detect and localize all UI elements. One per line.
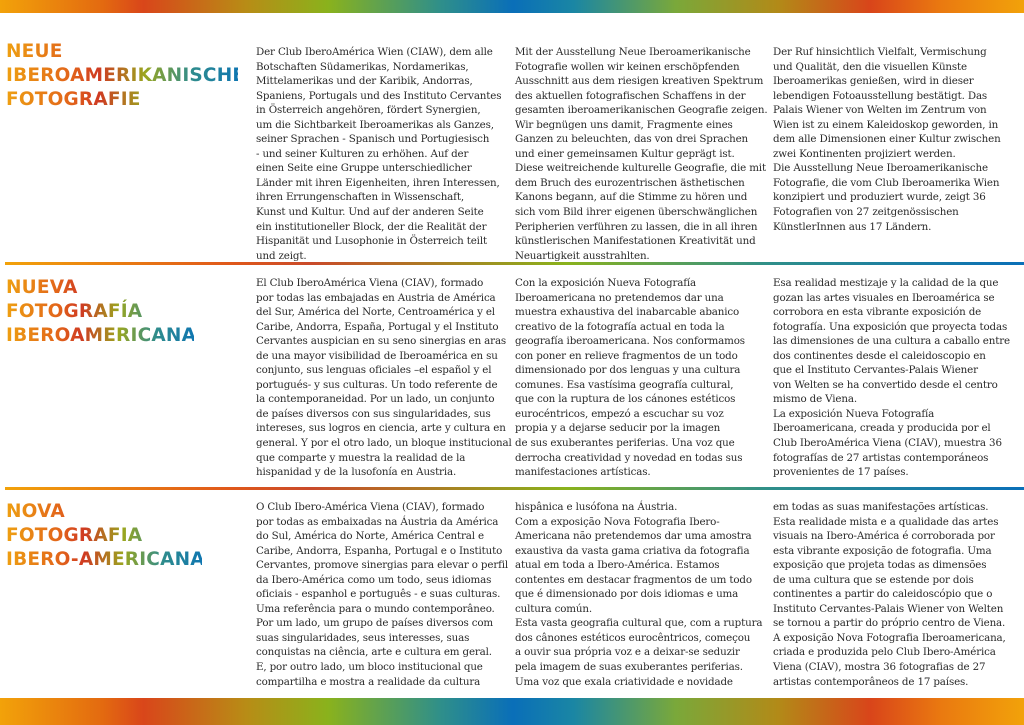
text-line: Die Ausstellung Neue Iberoamerikanische <box>773 162 988 175</box>
title-line: FOTOGRAFÍA <box>6 301 143 322</box>
spanish-column-3 <box>773 276 1023 480</box>
text-line: seiner Sprachen - Spanisch und Portugiesisch <box>256 133 490 146</box>
text-line: corrobora en esta vibrante exposición de <box>773 306 982 319</box>
text-line: A exposição Nova Fotografia Iberoamericana, <box>773 631 1006 644</box>
text-line: Esa realidad mestizaje y la calidad de la que <box>773 277 999 289</box>
text-line: Ganzen zu beleuchten, das von drei Sprachen <box>515 133 749 146</box>
text-line: propia y a dejarse seducir por la imagen <box>515 422 721 435</box>
text-line: um die Sichtbarkeit Iberoamerikas als Ganzes, <box>256 118 494 131</box>
text-line: hispânica e lusófona na Áustria. <box>515 501 678 513</box>
text-line: gesamten iberoamerikanischen Geografie zeigen. <box>515 104 768 117</box>
text-line: general. Y por el otro lado, un bloque institucional <box>256 437 512 450</box>
text-line: que con la ruptura de los cánones estéticos <box>515 393 736 406</box>
text-line: Wien ist zu einem Kaleidoskop geworden, in <box>773 118 999 131</box>
text-line: Caribe, Andorra, España, Portugal y el Instituto <box>256 320 499 333</box>
text-line: Der Ruf hinsichtlich Vielfalt, Vermischung <box>773 46 987 58</box>
german-column-3 <box>773 45 1023 234</box>
text-line: O Club Ibero-América Viena (CIAV), formado <box>256 501 485 513</box>
text-line: Esta realidade mista e a qualidade das artes <box>773 515 999 528</box>
text-line: visuais na Ibero-América é corroborada por <box>773 530 995 543</box>
text-line: Iberoamericana, creada y producida por el <box>773 422 991 435</box>
text-line: E, por outro lado, um bloco institucional que <box>256 661 483 674</box>
text-line: Diese weitreichende kulturelle Geografie, die mit <box>515 162 766 175</box>
text-line: criada e produzida pelo Club Ibero-América <box>773 646 996 659</box>
text-line: und Qualität, den die visuellen Künste <box>773 60 967 73</box>
title-line: NEUE <box>6 41 63 62</box>
text-line: Club IberoAmérica Viena (CIAV), muestra 36 <box>773 437 1002 450</box>
title-line: IBEROAMERICANA <box>6 325 197 346</box>
text-line: Der Club IberoAmérica Wien (CIAW), dem alle <box>256 46 493 58</box>
text-line: Caribe, Andorra, Espanha, Portugal e o Instituto <box>256 544 503 557</box>
title-line: FOTOGRAFIA <box>6 525 143 546</box>
text-line: dos cânones estéticos eurocêntricos, começou <box>515 631 751 644</box>
portuguese-column-2 <box>515 500 765 689</box>
text-line: pela imagem de suas exuberantes periferias. <box>515 661 743 674</box>
text-line: intereses, sus logros en ciencia, arte y cultura en <box>256 422 506 435</box>
text-line: Palais Wiener von Welten im Zentrum von <box>773 104 987 117</box>
text-line: continentes a partir do caleidoscópio que o <box>773 588 993 601</box>
text-line: Kunst und Kultur. Und auf der anderen Seite <box>256 206 484 219</box>
german-column-1 <box>256 45 506 263</box>
text-line: Con la exposición Nueva Fotografía <box>515 277 696 289</box>
text-line: Mit der Ausstellung Neue Iberoamerikanische <box>515 46 751 58</box>
title-line: IBEROAMERIKANISCHE <box>6 65 246 86</box>
text-line: de una mayor visibilidad de Iberoamérica en su <box>256 349 498 362</box>
text-line: que é dimensionado por dois idiomas e uma <box>515 588 739 601</box>
text-line: fotografía. Una exposición que proyecta todas <box>773 320 1008 333</box>
text-line: por todas las embajadas en Austria de América <box>256 291 496 304</box>
text-line: de uma cultura que se estende por dois <box>773 573 974 586</box>
text-line: und zeigt. <box>256 249 307 262</box>
text-line: Com a exposição Nova Fotografia Ibero- <box>515 515 720 528</box>
text-line: Fotografie, die vom Club Iberoamerika Wien <box>773 176 1000 189</box>
text-line: Uma referência para o mundo contemporâneo. <box>256 602 495 615</box>
text-line: las dimensiones de una cultura a caballo entre <box>773 335 1010 348</box>
text-line: ein institutioneller Block, der die Realität der <box>256 220 487 233</box>
text-line: Americana não pretendemos dar uma amostra <box>515 530 752 543</box>
section-title-portuguese <box>6 500 205 572</box>
title-line: IBERO-AMERICANA <box>6 549 205 570</box>
text-line: compartilha e mostra a realidade da cultura <box>256 675 481 688</box>
text-line: se tornou a partir do próprio centro de Viena. <box>773 617 1006 630</box>
text-line: lebendigen Fotoausstellung bestätigt. Das <box>773 89 988 102</box>
spanish-column-2 <box>515 276 765 480</box>
text-line: künstlerischen Manifestationen Kreativität und <box>515 235 756 248</box>
text-line: que comparte y muestra la realidad de la <box>256 451 466 464</box>
text-line: manifestaciones artísticas. <box>515 466 651 479</box>
text-line: em todas as suas manifestações artísticas. <box>773 501 989 513</box>
text-line: Mittelamerikas und der Karibik, Andorras, <box>256 75 473 88</box>
text-line: Por um lado, um grupo de países diversos com <box>256 617 494 630</box>
text-line: suas singularidades, seus interesses, suas <box>256 631 470 644</box>
text-line: exposição que projeta todas as dimensões <box>773 559 987 572</box>
text-line: a ouvir sua própria voz e a deixar-se seduzir <box>515 646 740 659</box>
text-line: Cervantes, promove sinergias para elevar o perfil <box>256 559 509 572</box>
text-line: Fotografie wollen wir keinen erschöpfenden <box>515 60 740 73</box>
text-line: provenientes de 17 países. <box>773 466 909 479</box>
text-line: mismo de Viena. <box>773 393 857 406</box>
text-line: gozan las artes visuales en Iberoamérica se <box>773 291 995 304</box>
text-line: oficiais - espanhol e português - e suas culturas. <box>256 588 501 601</box>
text-line: de países diversos con sus singularidades, sus <box>256 407 491 420</box>
german-column-2 <box>515 45 768 263</box>
title-line: FOTOGRAFIE <box>6 89 141 110</box>
text-line: Spaniens, Portugals und des Instituto Cervantes <box>256 89 502 102</box>
text-line: in Österreich angehören, fördert Synergien, <box>256 104 481 117</box>
text-line: artistas contemporâneos de 17 países. <box>773 675 969 688</box>
portuguese-column-3 <box>773 500 1023 689</box>
text-line: KünstlerInnen aus 17 Ländern. <box>773 220 932 233</box>
section-title-spanish <box>6 276 197 348</box>
text-line: Hispanität und Lusophonie in Österreich teilt <box>256 235 487 248</box>
text-line: sich vom Bild ihrer eigenen überschwänglichen <box>515 206 758 219</box>
text-line: muestra exhaustiva del inabarcable abanico <box>515 306 740 319</box>
text-line: la contemporaneidad. Por un lado, un conjunto <box>256 393 495 406</box>
text-line: portugués- y sus culturas. Un todo referente de <box>256 378 498 391</box>
text-line: Wir begnügen uns damit, Fragmente eines <box>515 118 733 131</box>
section-divider <box>5 262 1024 265</box>
text-line: konzipiert und produziert wurde, zeigt 36 <box>773 191 986 204</box>
text-line: geografía iberoamericana. Nos conformamos <box>515 335 745 348</box>
text-line: Esta vasta geografia cultural que, com a ruptura <box>515 617 763 630</box>
text-line: cultura común. <box>515 602 592 615</box>
bottom-gradient-bar <box>0 698 1024 725</box>
text-line: des aktuellen fotografischen Schaffens in der <box>515 89 746 102</box>
text-line: von Welten se ha convertido desde el centro <box>773 378 998 391</box>
text-line: dimensionado por dos lenguas y una cultura <box>515 364 741 377</box>
text-line: Iberoamerikas genießen, wird in dieser <box>773 75 974 88</box>
text-line: Iberoamericana no pretendemos dar una <box>515 291 724 304</box>
title-line: NOVA <box>6 501 65 522</box>
top-gradient-bar <box>0 0 1024 13</box>
text-line: atual em toda a Ibero-América. Estamos <box>515 559 720 572</box>
text-line: creativo de la fotografía actual en toda la <box>515 320 725 333</box>
text-line: por todas as embaixadas na Áustria da América <box>256 515 499 528</box>
spanish-column-1 <box>256 276 512 480</box>
text-line: derrocha creatividad y novedad en todas sus <box>515 451 743 464</box>
text-line: Neuartigkeit ausstrahlten. <box>515 249 650 262</box>
text-line: Fotografien von 27 zeitgenössischen <box>773 206 959 219</box>
text-line: Cervantes auspician en su seno sinergias en aras <box>256 335 507 348</box>
text-line: Instituto Cervantes-Palais Wiener von Welten <box>773 602 1004 615</box>
text-line: zwei Kontinenten projiziert werden. <box>773 147 956 160</box>
text-line: - und seiner Kulturen zu erhöhen. Auf der <box>256 147 469 160</box>
text-line: da Ibero-América como um todo, seus idiomas <box>256 573 492 586</box>
text-line: esta vibrante exposição de fotografia. Uma <box>773 544 992 557</box>
text-line: Viena (CIAV), mostra 36 fotografias de 27 <box>773 661 986 674</box>
text-line: comunes. Esa vastísima geografía cultural, <box>515 378 734 391</box>
text-line: Ausschnitt aus dem riesigen kreativen Spektrum <box>515 75 764 88</box>
text-line: dem Bruch des eurozentrischen ästhetischen <box>515 176 745 189</box>
text-line: exaustiva da vasta gama criativa da fotografia <box>515 544 750 557</box>
text-line: dem alle Dimensionen einer Kultur zwischen <box>773 133 1001 146</box>
text-line: Uma voz que exala criatividade e novidade <box>515 675 733 688</box>
title-line: NUEVA <box>6 277 78 298</box>
text-line: Botschaften Südamerikas, Nordamerikas, <box>256 60 469 73</box>
text-line: eurocéntricos, empezó a escuchar su voz <box>515 407 724 420</box>
text-line: ihren Errungenschaften in Wissenschaft, <box>256 191 464 204</box>
section-title-german <box>6 40 246 112</box>
text-line: und einer gemeinsamen Kultur geprägt ist. <box>515 147 735 160</box>
text-line: de sus exuberantes periferias. Una voz que <box>515 437 735 450</box>
text-line: einen Seite eine Gruppe unterschiedlicher <box>256 162 472 175</box>
text-line: hispanidad y de la lusofonía en Austria. <box>256 466 457 479</box>
text-line: contentes em destacar fragmentos de um todo <box>515 573 752 586</box>
text-line: Peripherien verführen zu lassen, die in all ihren <box>515 220 758 233</box>
text-line: Kanons begann, auf die Stimme zu hören und <box>515 191 748 204</box>
text-line: conquistas na ciência, arte e cultura em geral. <box>256 646 492 659</box>
text-line: del Sur, América del Norte, Centroamérica y el <box>256 306 495 319</box>
text-line: El Club IberoAmérica Viena (CIAV), formado <box>256 277 484 289</box>
text-line: que el Instituto Cervantes-Palais Wiener <box>773 364 978 377</box>
text-line: Länder mit ihren Eigenheiten, ihren Interessen, <box>256 176 500 189</box>
section-divider <box>5 487 1024 490</box>
text-line: conjunto, sus lenguas oficiales –el español y el <box>256 364 492 377</box>
text-line: La exposición Nueva Fotografía <box>773 407 935 420</box>
portuguese-column-1 <box>256 500 509 689</box>
text-line: dos continentes desde el caleidoscopio en <box>773 349 986 362</box>
text-line: do Sul, América do Norte, América Central e <box>256 530 484 543</box>
text-line: fotografías de 27 artistas contemporáneos <box>773 451 989 464</box>
text-line: con poner en relieve fragmentos de un todo <box>515 349 738 362</box>
